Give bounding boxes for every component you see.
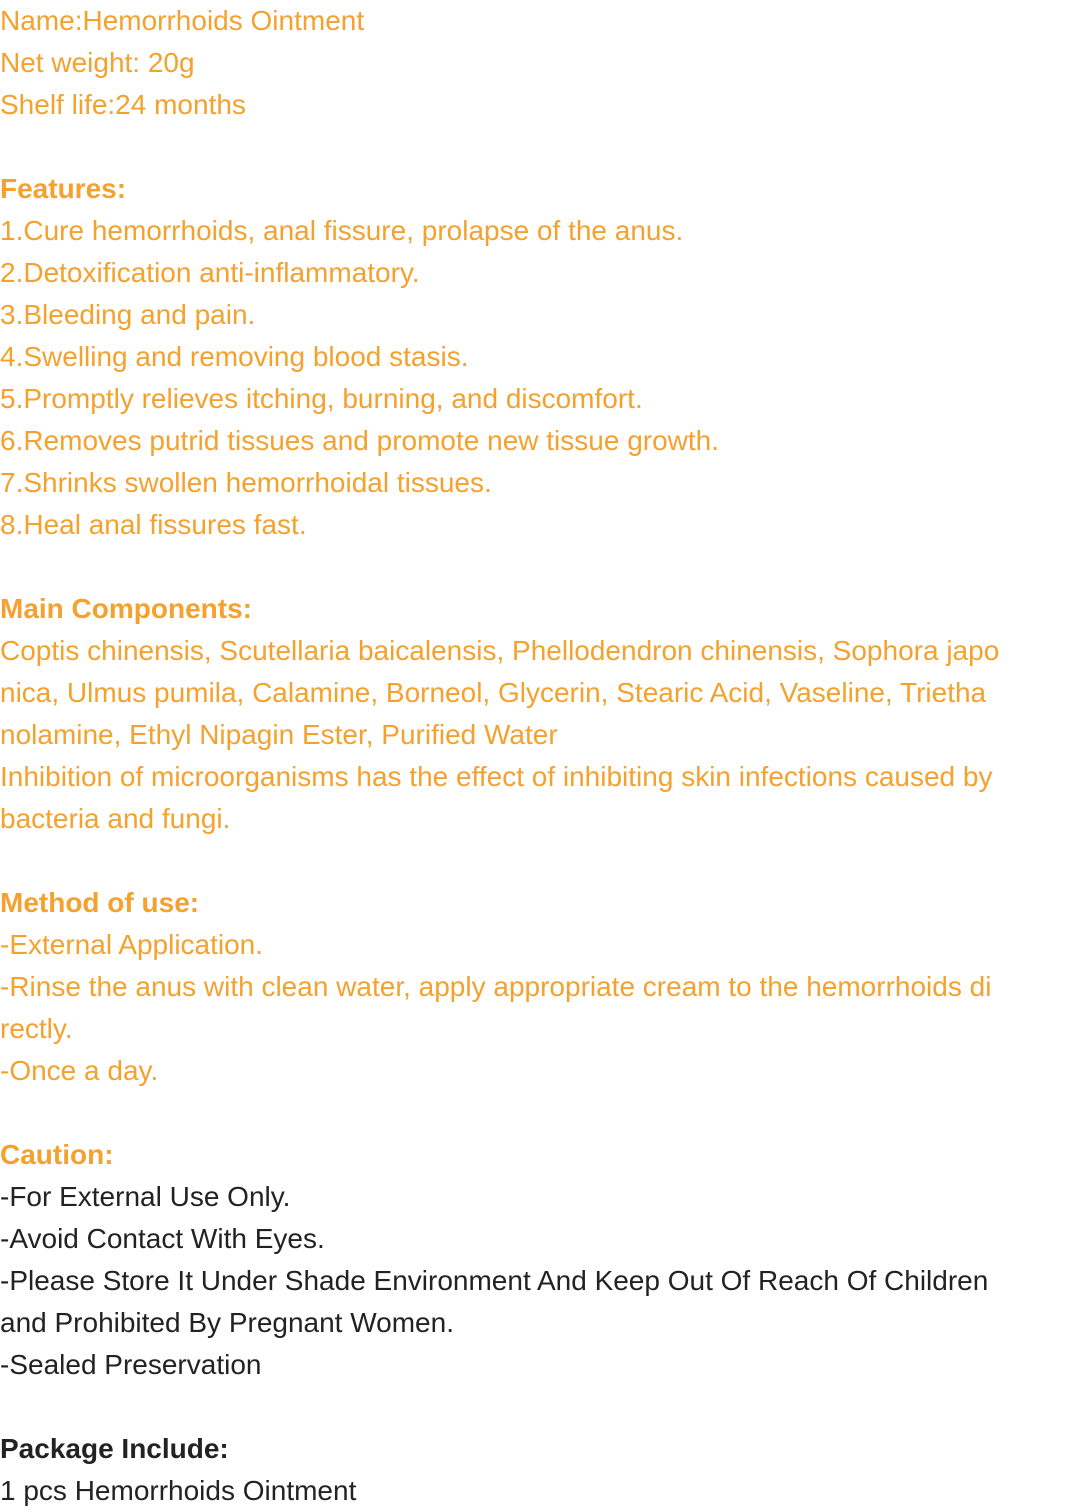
method-line: -Once a day. <box>0 1055 159 1086</box>
feature-item: 4.Swelling and removing blood stasis. <box>0 341 469 372</box>
caution-section <box>0 1134 1072 1386</box>
components-line: nolamine, Ethyl Nipagin Ester, Purified Water <box>0 719 558 750</box>
spacer <box>0 1386 1072 1428</box>
spacer <box>0 546 1072 588</box>
components-line: bacteria and fungi. <box>0 803 231 834</box>
spacer <box>0 840 1072 882</box>
caution-line: -Sealed Preservation <box>0 1349 262 1380</box>
feature-item: 8.Heal anal fissures fast. <box>0 509 307 540</box>
package-heading: Package Include: <box>0 1433 229 1464</box>
product-info <box>0 0 1072 126</box>
package-line: 1 pcs Hemorrhoids Ointment <box>0 1475 357 1506</box>
caution-heading: Caution: <box>0 1139 114 1170</box>
feature-item: 7.Shrinks swollen hemorrhoidal tissues. <box>0 467 492 498</box>
components-line: nica, Ulmus pumila, Calamine, Borneol, Glycerin, Stearic Acid, Vaseline, Trietha <box>0 677 987 708</box>
feature-item: 2.Detoxification anti-inflammatory. <box>0 257 420 288</box>
components-line: Inhibition of microorganisms has the effect of inhibiting skin infections caused by <box>0 761 993 792</box>
caution-line: and Prohibited By Pregnant Women. <box>0 1307 454 1338</box>
net-weight: Net weight: 20g <box>0 47 195 78</box>
feature-item: 1.Cure hemorrhoids, anal fissure, prolapse of the anus. <box>0 215 684 246</box>
method-line: -Rinse the anus with clean water, apply appropriate cream to the hemorrhoids di <box>0 971 992 1002</box>
method-line: rectly. <box>0 1013 73 1044</box>
features-heading: Features: <box>0 173 127 204</box>
spacer <box>0 126 1072 168</box>
method-heading: Method of use: <box>0 887 200 918</box>
method-line: -External Application. <box>0 929 264 960</box>
method-section <box>0 882 1072 1092</box>
feature-item: 3.Bleeding and pain. <box>0 299 256 330</box>
product-name: Name:Hemorrhoids Ointment <box>0 5 365 36</box>
caution-line: -Please Store It Under Shade Environment And Keep Out Of Reach Of Children <box>0 1265 989 1296</box>
spacer <box>0 1092 1072 1134</box>
components-heading: Main Components: <box>0 593 252 624</box>
feature-item: 5.Promptly relieves itching, burning, and discomfort. <box>0 383 643 414</box>
features-section <box>0 168 1072 546</box>
shelf-life: Shelf life:24 months <box>0 89 246 120</box>
components-section <box>0 588 1072 840</box>
caution-line: -Avoid Contact With Eyes. <box>0 1223 325 1254</box>
components-line: Coptis chinensis, Scutellaria baicalensis, Phellodendron chinensis, Sophora japo <box>0 635 1000 666</box>
package-section <box>0 1428 1072 1512</box>
caution-line: -For External Use Only. <box>0 1181 291 1212</box>
feature-item: 6.Removes putrid tissues and promote new tissue growth. <box>0 425 720 456</box>
